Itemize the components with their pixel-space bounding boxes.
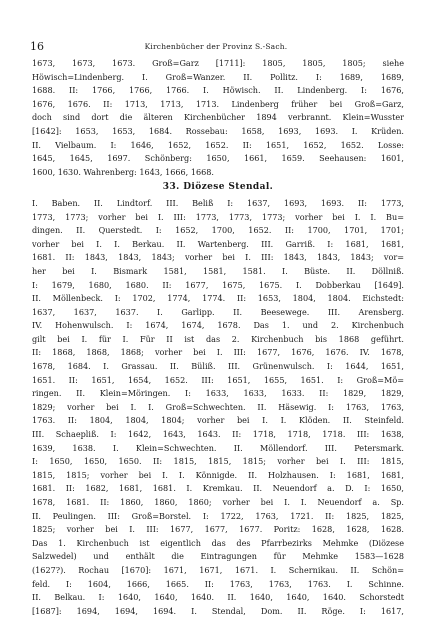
text-line: 1763. II: 1804, 1804, 1804; vorher bei I. I. Klöden. II. Steinfeld.	[32, 415, 404, 426]
text-line: vorher bei I. I. Berkau. II. Wartenberg. III. Garriß. I: 1681, 1681,	[32, 238, 404, 249]
section-title: 33. Diözese Stendal.	[162, 182, 274, 193]
page-body	[32, 57, 404, 618]
entries-before	[32, 57, 404, 179]
text-line: 1600, 1630. Wahrenberg: 1643, 1666, 1668.	[32, 166, 214, 177]
text-line: I. Baben. II. Lindtorf. III. Beliß I: 1637, 1693, 1693. II: 1773,	[32, 197, 404, 208]
page-header	[30, 40, 402, 54]
entries-after	[32, 197, 404, 618]
text-line: 1681. II: 1843, 1843, 1843; vorher bei I. III: 1843, 1843, 1843; vor=	[32, 252, 404, 263]
text-line: II. Peulingen. III: Groß=Borstel. I: 1722, 1763, 1721. II: 1825, 1825,	[32, 510, 404, 521]
running-head: Kirchenbücher der Provinz S.-Sach.	[144, 42, 288, 51]
text-line: II. Belkau. I: 1640, 1640, 1640. II. 1640, 1640, 1640. Schorstedt	[32, 592, 404, 603]
text-line: Höwisch=Lindenberg. I. Groß=Wanzer. II. Pollitz. I: 1689, 1689,	[32, 71, 404, 82]
text-line: Salzwedel) und enthält die Eintragungen für Mehmke 1583—1628	[32, 551, 404, 562]
text-line: 1681. II: 1682, 1681, 1681. I. Kremkau. II. Neuendorf a. D. I: 1650,	[32, 483, 404, 494]
text-line: 1825; vorher bei I. III: 1677, 1677, 1677. Poritz: 1628, 1628, 1628.	[32, 524, 404, 535]
text-line: 1637, 1637, 1637. I. Garlipp. II. Beesewege. III. Arensberg.	[32, 306, 404, 317]
text-line: 1678, 1681. II: 1860, 1860, 1860; vorher bei I. I. Neuendorf a. Sp.	[32, 497, 404, 507]
text-line: her bei I. Bismark 1581, 1581, 1581. I. Büste. II. Döllniß.	[32, 265, 404, 276]
text-line: 1773, 1773; vorher bei I. III: 1773, 1773, 1773; vorher bei I. I. Bu=	[32, 211, 404, 222]
text-line: II. Vielbaum. I: 1646, 1652, 1652. II: 1651, 1652, 1652. Losse:	[32, 139, 404, 150]
text-line: II. Möllenbeck. I: 1702, 1774, 1774. II: 1653, 1804, 1804. Eichstedt:	[32, 293, 404, 304]
text-line: dingen. II. Querstedt. I: 1652, 1700, 1652. II: 1700, 1701, 1701;	[32, 225, 404, 236]
text-line: I: 1679, 1680, 1680. II: 1677, 1675, 1675. I. Dobberkau [1649].	[32, 279, 404, 290]
text-line: I: 1650, 1650, 1650. II: 1815, 1815, 1815; vorher bei I. III: 1815,	[32, 456, 404, 467]
text-line: feld. I: 1604, 1666, 1665. II: 1763, 1763, 1763. I. Schinne.	[32, 578, 404, 589]
text-line: 1676, 1676. II: 1713, 1713, 1713. Lindenberg früher bei Groß=Garz,	[32, 98, 404, 109]
text-line: [1687]: 1694, 1694, 1694. I. Stendal, Dom. II. Röge. I: 1617,	[32, 605, 404, 616]
text-line: 1651. II: 1651, 1654, 1652. III: 1651, 1655, 1651. I: Groß=Mö=	[32, 374, 404, 385]
text-line: doch sind dort die älteren Kirchenbücher 1894 verbrannt. Klein=Wusster	[32, 112, 404, 123]
text-line: 1829; vorher bei I. I. Groß=Schwechten. II. Häsewig. I: 1763, 1763,	[32, 401, 404, 412]
text-line: IV. Hohenwulsch. I: 1674, 1674, 1678. Das 1. und 2. Kirchenbuch	[32, 320, 404, 331]
text-line: 1645, 1645, 1697. Schönberg: 1650, 1661, 1659. Seehausen: 1601,	[32, 153, 404, 164]
text-line: 1688. II: 1766, 1766, 1766. I. Höwisch. II. Lindenberg. I: 1676,	[32, 85, 404, 96]
text-line: [1642]: 1653, 1653, 1684. Rossebau: 1658, 1693, 1693. I. Krüden.	[32, 125, 404, 136]
page-number: 16	[30, 40, 44, 53]
text-line: gilt bei I. für I. Für II ist das 2. Kirchenbuch bis 1868 geführt.	[32, 333, 404, 344]
text-line: 1673, 1673, 1673. Groß=Garz [1711]: 1805, 1805, 1805; siehe	[32, 58, 404, 68]
text-line: (1627?). Rochau [1670]: 1671, 1671, 1671. I. Schernikau. II. Schön=	[32, 564, 404, 575]
text-line: Das 1. Kirchenbuch ist eigentlich das des Pfarrbezirks Mehmke (Diözese	[32, 537, 404, 548]
text-line: 1815, 1815; vorher bei I. I. Könnigde. II. Holzhausen. I: 1681, 1681,	[32, 469, 404, 480]
text-line: II: 1868, 1868, 1868; vorher bei I. III: 1677, 1676, 1676. IV. 1678,	[32, 347, 404, 358]
text-line: ringen. II. Klein=Möringen. I: 1633, 1633, 1633. II: 1829, 1829,	[32, 388, 404, 399]
text-line: III. Schaepliß. I: 1642, 1643, 1643. II: 1718, 1718, 1718. III: 1638,	[32, 429, 404, 440]
text-line: 1639, 1638. I. Klein=Schwechten. II. Möllendorf. III. Petersmark.	[32, 442, 404, 453]
text-line: 1678, 1684. I. Grassau. II. Büliß. III. Grünenwulsch. I: 1644, 1651,	[32, 361, 404, 372]
